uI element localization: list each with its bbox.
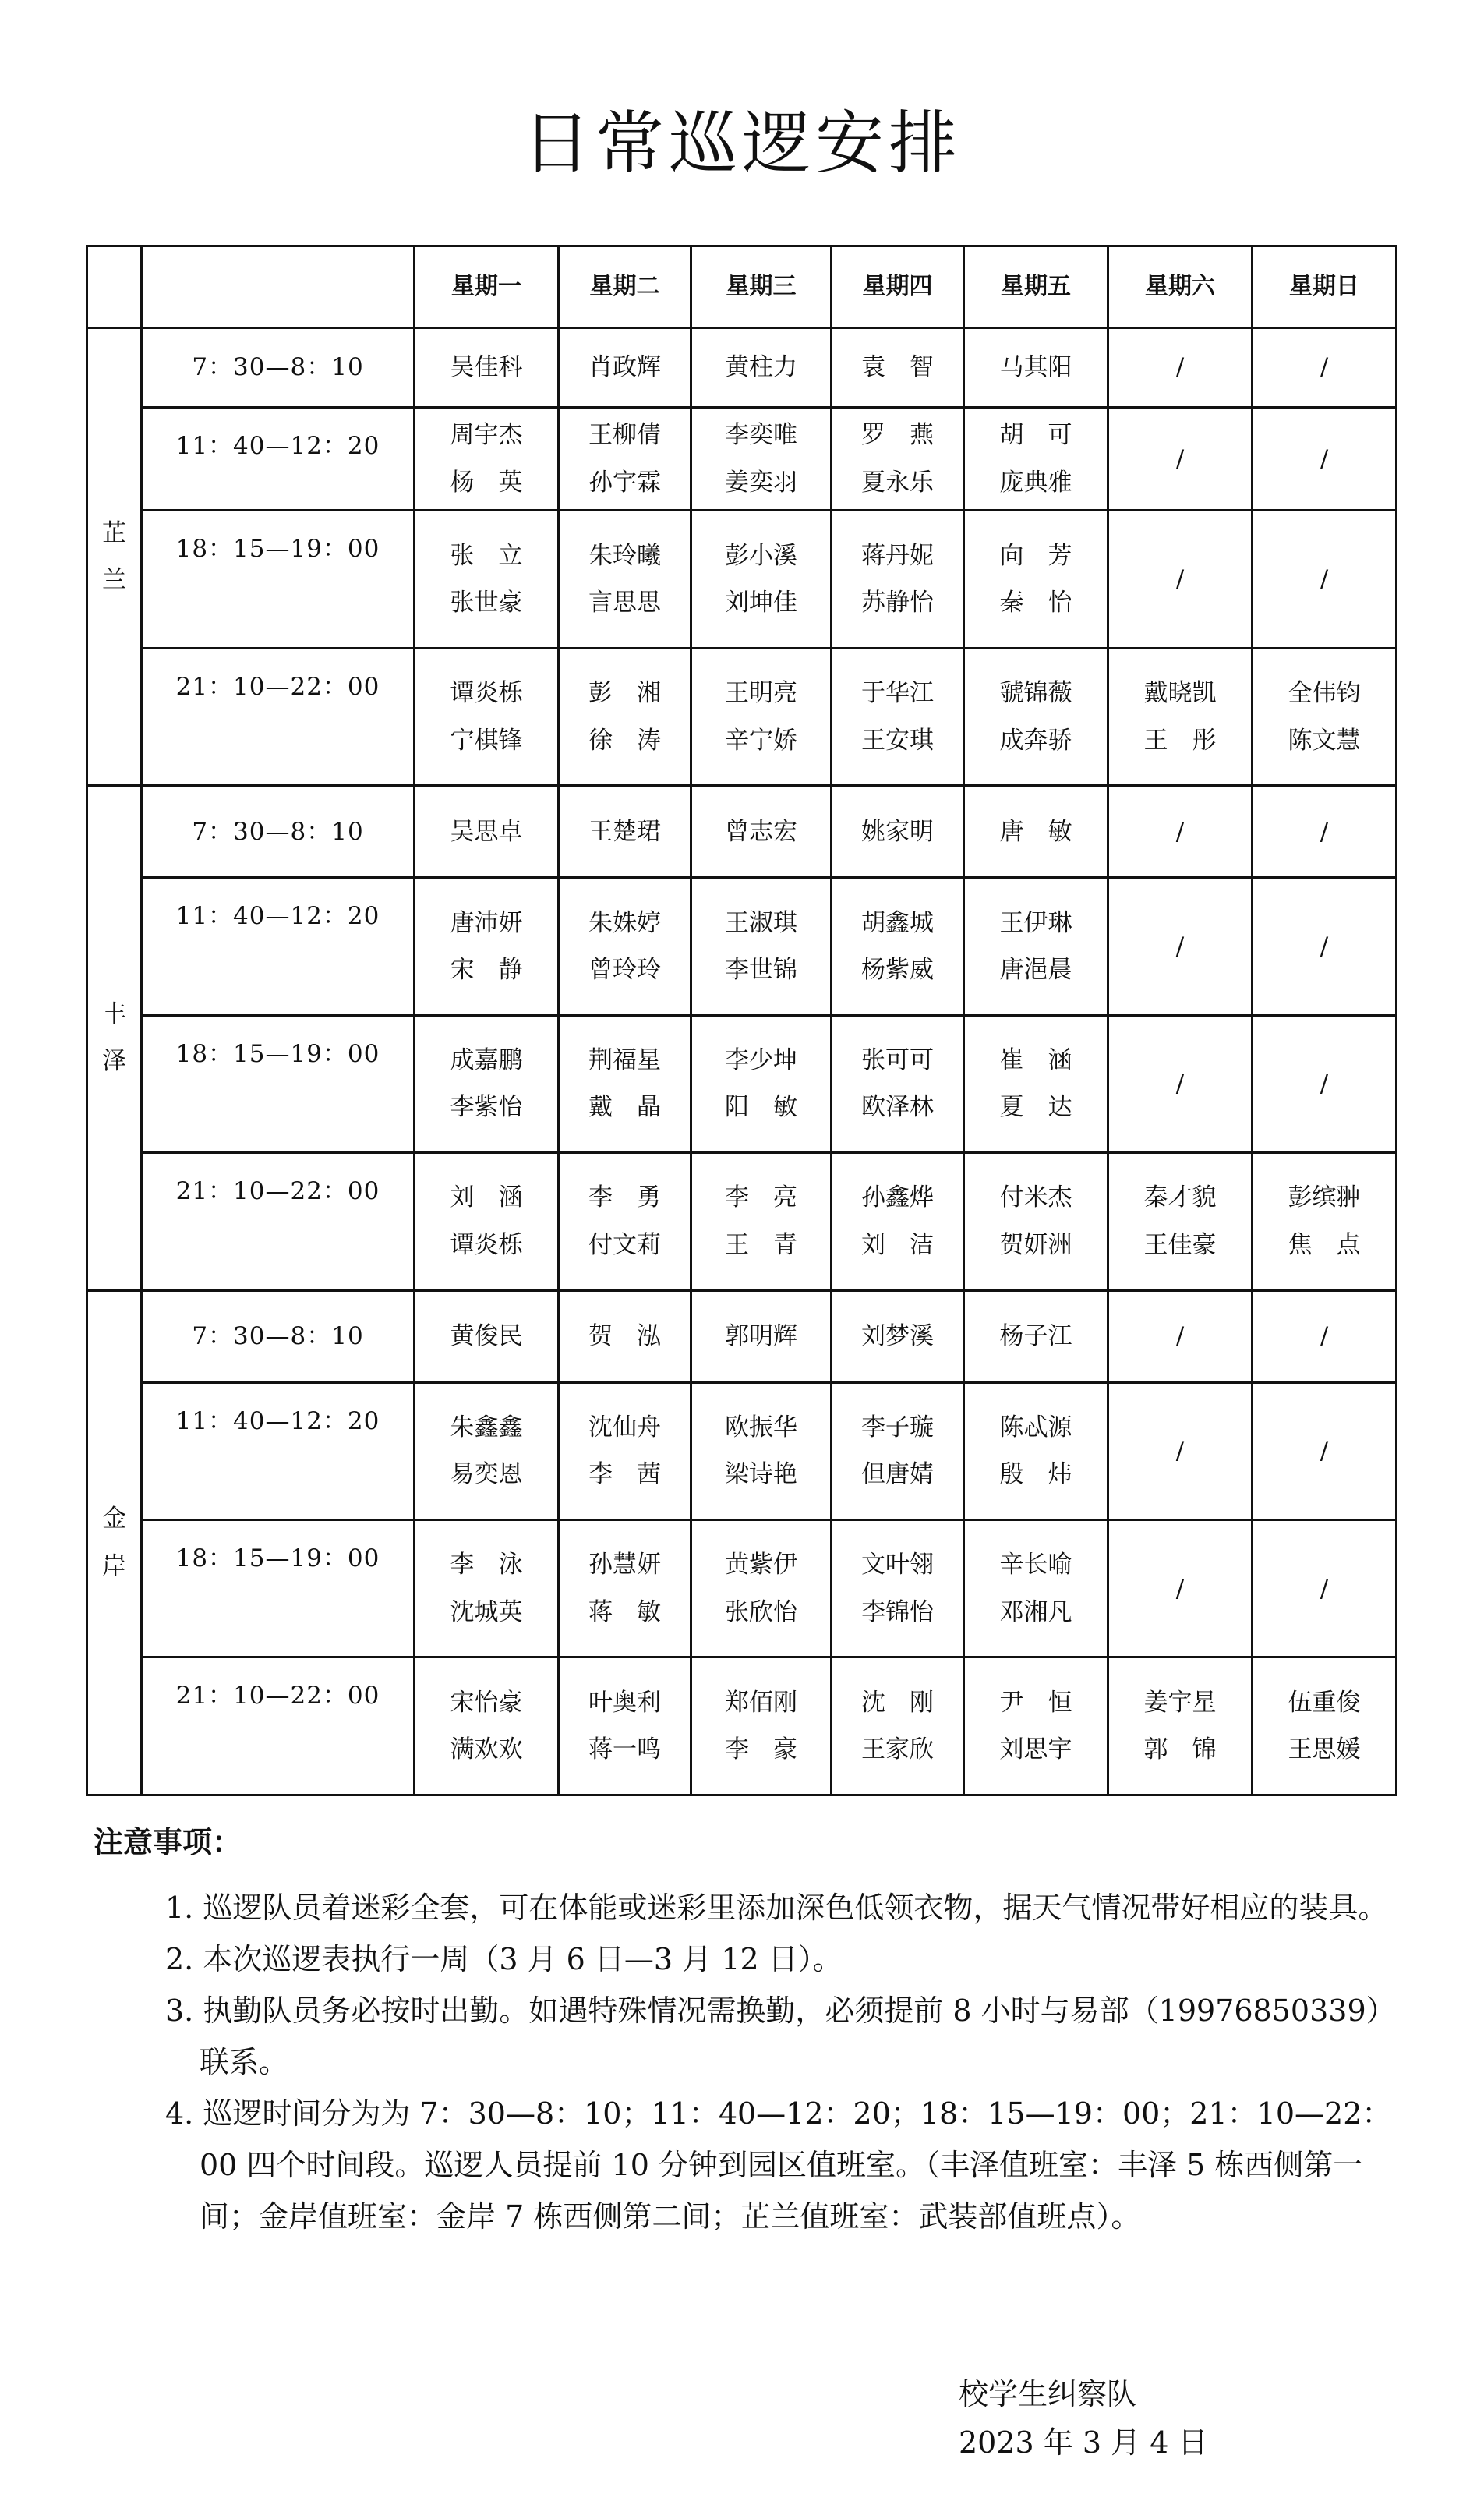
- note-item: 2. 本次巡逻表执行一周（3 月 6 日—3 月 12 日）。: [165, 1942, 843, 1976]
- header-row: [87, 246, 1397, 328]
- duty-cell: 李少坤 阳 敏: [691, 1015, 832, 1152]
- duty-cell: 胡鑫城 杨紫威: [832, 878, 964, 1015]
- duty-cell: 于华江 王安琪: [832, 648, 964, 785]
- notes-section: [94, 1816, 1403, 2242]
- duty-cell: 崔 涵 夏 达: [964, 1015, 1108, 1152]
- duty-cell: 黄紫伊 张欣怡: [691, 1520, 832, 1657]
- duty-cell: 王柳倩 孙宇霖: [559, 408, 691, 511]
- day-header: 星期二: [559, 246, 691, 328]
- duty-cell: /: [1108, 408, 1253, 511]
- duty-cell: 沈仙舟 李 茜: [559, 1382, 691, 1519]
- duty-cell: /: [1108, 1382, 1253, 1519]
- duty-cell: /: [1108, 1015, 1253, 1152]
- signature-org: 校学生纠察队: [959, 2377, 1137, 2411]
- duty-cell: /: [1253, 1520, 1397, 1657]
- duty-cell: 李 亮 王 青: [691, 1153, 832, 1290]
- day-header: 星期四: [832, 246, 964, 328]
- duty-cell: 吴思卓: [415, 786, 559, 878]
- page-title: 日常巡逻安排: [521, 103, 962, 183]
- duty-cell: 李子璇 但唐婧: [832, 1382, 964, 1519]
- time-slot-cell: 11：40—12：20: [142, 408, 415, 511]
- day-header: 星期一: [415, 246, 559, 328]
- schedule-row: [87, 1382, 1397, 1519]
- note-item: 3. 执勤队员务必按时出勤。如遇特殊情况需换勤，必须提前 8 小时与易部（19976850339）联系。: [165, 1993, 1396, 2079]
- duty-cell: 朱玲曦 言思思: [559, 511, 691, 648]
- day-header: 星期日: [1253, 246, 1397, 328]
- duty-cell: /: [1253, 1382, 1397, 1519]
- schedule-row: [87, 408, 1397, 511]
- notes-title: 注意事项：: [94, 1824, 242, 1859]
- duty-cell: 蒋丹妮 苏静怡: [832, 511, 964, 648]
- duty-cell: 马其阳: [964, 328, 1108, 408]
- duty-cell: 吴佳科: [415, 328, 559, 408]
- duty-cell: 虢锦薇 成奔骄: [964, 648, 1108, 785]
- duty-cell: 彭 湘 徐 涛: [559, 648, 691, 785]
- schedule-row: [87, 1015, 1397, 1152]
- duty-cell: 王伊琳 唐浥晨: [964, 878, 1108, 1015]
- time-slot-cell: 18：15—19：00: [142, 511, 415, 648]
- time-slot-cell: 7：30—8：10: [142, 328, 415, 408]
- duty-cell: /: [1108, 1290, 1253, 1382]
- duty-cell: 王楚珺: [559, 786, 691, 878]
- duty-cell: 王淑琪 李世锦: [691, 878, 832, 1015]
- time-slot-cell: 11：40—12：20: [142, 878, 415, 1015]
- duty-cell: 沈 刚 王家欣: [832, 1657, 964, 1795]
- duty-cell: 孙鑫烨 刘 洁: [832, 1153, 964, 1290]
- duty-cell: 尹 恒 刘思宇: [964, 1657, 1108, 1795]
- schedule-row: [87, 328, 1397, 408]
- duty-cell: 李 泳 沈城英: [415, 1520, 559, 1657]
- time-slot-cell: 21：10—22：00: [142, 648, 415, 785]
- duty-cell: 刘 涵 谭炎栎: [415, 1153, 559, 1290]
- duty-cell: 郑佰刚 李 豪: [691, 1657, 832, 1795]
- duty-cell: 叶奥利 蒋一鸣: [559, 1657, 691, 1795]
- duty-cell: 谭炎栎 宁棋锋: [415, 648, 559, 785]
- day-header: 星期三: [691, 246, 832, 328]
- time-slot-cell: 7：30—8：10: [142, 786, 415, 878]
- duty-cell: 宋怡豪 满欢欢: [415, 1657, 559, 1795]
- area-name-char: 泽: [102, 1047, 126, 1076]
- duty-cell: 彭缤翀 焦 点: [1253, 1153, 1397, 1290]
- duty-cell: /: [1108, 786, 1253, 878]
- area-cell: [87, 1290, 142, 1795]
- duty-cell: /: [1108, 1520, 1253, 1657]
- duty-cell: 欧振华 梁诗艳: [691, 1382, 832, 1519]
- area-name-char: 岸: [102, 1551, 126, 1580]
- duty-cell: 张可可 欧泽林: [832, 1015, 964, 1152]
- time-slot-cell: 21：10—22：00: [142, 1657, 415, 1795]
- area-name-char: 丰: [102, 999, 126, 1028]
- duty-cell: 罗 燕 夏永乐: [832, 408, 964, 511]
- area-cell: [87, 786, 142, 1290]
- duty-cell: 周宇杰 杨 英: [415, 408, 559, 511]
- duty-cell: 成嘉鹏 李紫怡: [415, 1015, 559, 1152]
- duty-cell: 伍重俊 王思媛: [1253, 1657, 1397, 1795]
- area-name-char: 兰: [102, 566, 126, 595]
- signature-date: 2023 年 3 月 4 日: [959, 2425, 1208, 2460]
- schedule-row: [87, 648, 1397, 785]
- duty-cell: 文叶翎 李锦怡: [832, 1520, 964, 1657]
- day-header: 星期五: [964, 246, 1108, 328]
- signature-block: [959, 2370, 1207, 2467]
- duty-cell: 杨子江: [964, 1290, 1108, 1382]
- duty-cell: 辛长喻 邓湘凡: [964, 1520, 1108, 1657]
- duty-cell: 袁 智: [832, 328, 964, 408]
- schedule-row: [87, 511, 1397, 648]
- duty-cell: 朱姝婷 曾玲玲: [559, 878, 691, 1015]
- duty-cell: /: [1108, 328, 1253, 408]
- duty-cell: 唐沛妍 宋 静: [415, 878, 559, 1015]
- time-slot-cell: 18：15—19：00: [142, 1015, 415, 1152]
- duty-cell: 付米杰 贺妍洲: [964, 1153, 1108, 1290]
- time-slot-cell: 21：10—22：00: [142, 1153, 415, 1290]
- schedule-row: [87, 1520, 1397, 1657]
- duty-cell: 贺 泓: [559, 1290, 691, 1382]
- duty-cell: 郭明辉: [691, 1290, 832, 1382]
- area-name-char: 金: [102, 1505, 126, 1533]
- area-name-char: 芷: [102, 518, 126, 547]
- duty-cell: /: [1253, 1015, 1397, 1152]
- duty-cell: /: [1253, 328, 1397, 408]
- duty-cell: 孙慧妍 蒋 敏: [559, 1520, 691, 1657]
- note-item: 1. 巡逻队员着迷彩全套，可在体能或迷彩里添加深色低领衣物，据天气情况带好相应的装具。: [165, 1891, 1388, 1925]
- duty-cell: 戴晓凯 王 彤: [1108, 648, 1253, 785]
- duty-cell: /: [1108, 511, 1253, 648]
- schedule-row: [87, 786, 1397, 878]
- duty-cell: /: [1253, 511, 1397, 648]
- duty-cell: 彭小溪 刘坤佳: [691, 511, 832, 648]
- time-slot-cell: 11：40—12：20: [142, 1382, 415, 1519]
- duty-cell: 肖政辉: [559, 328, 691, 408]
- day-header: 星期六: [1108, 246, 1253, 328]
- duty-cell: 黄俊民: [415, 1290, 559, 1382]
- duty-cell: 刘梦溪: [832, 1290, 964, 1382]
- duty-cell: 陈忒源 殷 炜: [964, 1382, 1108, 1519]
- duty-cell: 胡 可 庞典雅: [964, 408, 1108, 511]
- schedule-row: [87, 1290, 1397, 1382]
- duty-cell: 荆福星 戴 晶: [559, 1015, 691, 1152]
- duty-cell: 全伟钧 陈文慧: [1253, 648, 1397, 785]
- duty-cell: 向 芳 秦 怡: [964, 511, 1108, 648]
- patrol-schedule-table: [86, 245, 1397, 1796]
- schedule-row: [87, 878, 1397, 1015]
- duty-cell: 王明亮 辛宁娇: [691, 648, 832, 785]
- duty-cell: 李 勇 付文莉: [559, 1153, 691, 1290]
- duty-cell: 黄柱力: [691, 328, 832, 408]
- duty-cell: 李奕唯 姜奕羽: [691, 408, 832, 511]
- duty-cell: /: [1253, 878, 1397, 1015]
- duty-cell: /: [1253, 1290, 1397, 1382]
- duty-cell: /: [1253, 408, 1397, 511]
- schedule-row: [87, 1153, 1397, 1290]
- duty-cell: 姜宇星 郭 锦: [1108, 1657, 1253, 1795]
- duty-cell: 秦才貌 王佳豪: [1108, 1153, 1253, 1290]
- area-cell: [87, 328, 142, 786]
- duty-cell: 朱鑫鑫 易奕恩: [415, 1382, 559, 1519]
- duty-cell: 姚家明: [832, 786, 964, 878]
- duty-cell: 曾志宏: [691, 786, 832, 878]
- duty-cell: 张 立 张世豪: [415, 511, 559, 648]
- time-header-cell: [142, 246, 415, 328]
- schedule-row: [87, 1657, 1397, 1795]
- duty-cell: /: [1253, 786, 1397, 878]
- time-slot-cell: 7：30—8：10: [142, 1290, 415, 1382]
- duty-cell: /: [1108, 878, 1253, 1015]
- note-item: 4. 巡逻时间分为为 7：30—8：10；11：40—12：20；18：15—19：00；21：10—22：00 四个时间段。巡逻人员提前 10 分钟到园区值班室。（丰泽值班室：丰泽 5 栋西侧第一间；金岸值班室：金岸 7 栋西侧第二间；芷兰值班室：武装部值班点）。: [165, 2096, 1392, 2234]
- corner-cell: [87, 246, 142, 328]
- time-slot-cell: 18：15—19：00: [142, 1520, 415, 1657]
- duty-cell: 唐 敏: [964, 786, 1108, 878]
